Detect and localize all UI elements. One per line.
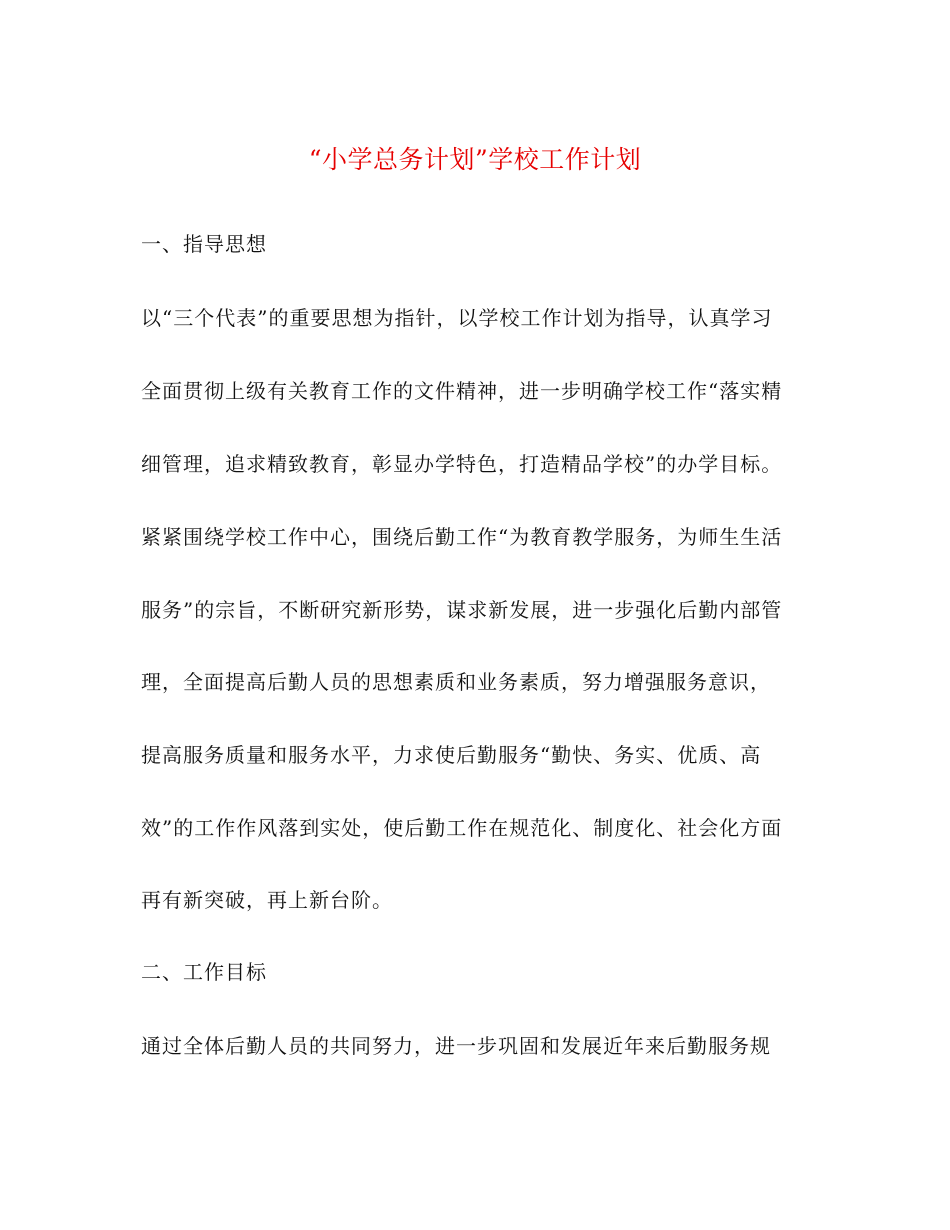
paragraph-line: 通过全体后勤人员的共同努力，进一步巩固和发展近年来后勤服务规 xyxy=(141,1034,771,1058)
paragraph-line: 再有新突破，再上新台阶。 xyxy=(141,888,393,912)
paragraph-line: 效”的工作作风落到实处，使后勤工作在规范化、制度化、社会化方面 xyxy=(141,816,783,840)
paragraph-line: 紧紧围绕学校工作中心，围绕后勤工作“为教育教学服务，为师生生活 xyxy=(141,525,783,549)
section-heading-guiding-ideology: 一、指导思想 xyxy=(141,232,267,256)
paragraph-line: 以“三个代表”的重要思想为指针，以学校工作计划为指导，认真学习 xyxy=(141,306,773,330)
paragraph-line: 理，全面提高后勤人员的思想素质和业务素质，努力增强服务意识， xyxy=(141,670,771,694)
paragraph-line: 服务”的宗旨，不断研究新形势，谋求新发展，进一步强化后勤内部管 xyxy=(141,598,783,622)
section-heading-work-goals: 二、工作目标 xyxy=(141,960,267,984)
paragraph-line: 全面贯彻上级有关教育工作的文件精神，进一步明确学校工作“落实精 xyxy=(141,379,783,403)
paragraph-line: 提高服务质量和服务水平，力求使后勤服务“勤快、务实、优质、高 xyxy=(141,743,762,767)
page-title: “小学总务计划”学校工作计划 xyxy=(308,145,642,174)
paragraph-line: 细管理，追求精致教育，彰显办学特色，打造精品学校”的办学目标。 xyxy=(141,452,783,476)
